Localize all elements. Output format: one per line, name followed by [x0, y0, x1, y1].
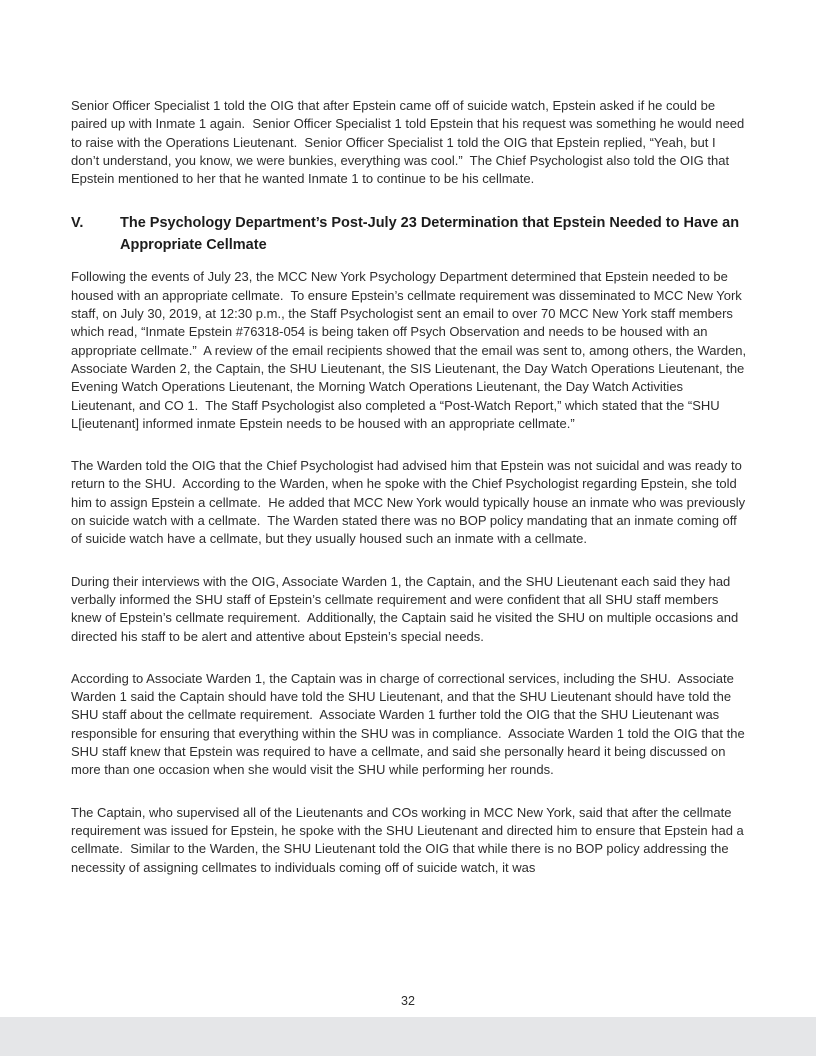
section-numeral: V. [71, 215, 84, 232]
body-paragraph: According to Associate Warden 1, the Captain was in charge of correctional services, including the SHU. Associate Warden 1 said the Captain should have told the SHU Lieutenant, and that the SHU Lieutenant should have told the SHU staff about the cellmate requirement. Associate Warden 1 further told the OIG that the SHU Lieutenant was responsible for ensuring that everything within the SHU was in compliance. Associate Warden 1 told the OIG that the SHU staff knew that Epstein was required to have a cellmate, and said she personally heard it being discussed on more than one occasion when she would visit the SHU while performing her rounds. [71, 670, 749, 778]
page-number: 32 [401, 994, 415, 1008]
document-content [71, 97, 750, 901]
section-heading [71, 212, 747, 256]
body-paragraph: Following the events of July 23, the MCC New York Psychology Department determined that Epstein needed to be housed with an appropriate cellmate. To ensure Epstein’s cellmate requirement was disseminated to MCC New York staff, on July 30, 2019, at 12:30 p.m., the Staff Psychologist sent an email to over 70 MCC New York staff members which read, “Inmate Epstein #76318-054 is being taken off Psych Observation and needs to be housed with an appropriate cellmate.” A review of the email recipients showed that the email was sent to, among others, the Warden, Associate Warden 2, the Captain, the SHU Lieutenant, the SIS Lieutenant, the Day Watch Operations Lieutenant, the Evening Watch Operations Lieutenant, the Morning Watch Operations Lieutenant, the Day Watch Activities Lieutenant, and CO 1. The Staff Psychologist also completed a “Post-Watch Report,” which stated that the “SHU L[ieutenant] informed inmate Epstein needs to be housed with an appropriate cellmate.” [71, 269, 750, 431]
intro-paragraph: Senior Officer Specialist 1 told the OIG that after Epstein came off of suicide watch, Epstein asked if he could be paired up with Inmate 1 again. Senior Officer Specialist 1 told Epstein that his request was something he would need to raise with the Operations Lieutenant. Senior Officer Specialist 1 told the OIG that Epstein replied, “Yeah, but I don’t understand, you know, we were bunkies, everything was cool.” The Chief Psychologist also told the OIG that Epstein mentioned to her that he wanted Inmate 1 to continue to be his cellmate. [71, 98, 748, 187]
body-paragraph: The Captain, who supervised all of the Lieutenants and COs working in MCC New York, said that after the cellmate requirement was issued for Epstein, he spoke with the SHU Lieutenant and directed him to ensure that Epstein had a cellmate. Similar to the Warden, the SHU Lieutenant told the OIG that while there is no BOP policy addressing the necessity of assigning cellmates to individuals coming off of suicide watch, it was [71, 804, 748, 875]
footer-bar [0, 1017, 816, 1056]
body-paragraph: During their interviews with the OIG, Associate Warden 1, the Captain, and the SHU Lieutenant each said they had verbally informed the SHU staff of Epstein’s cellmate requirement and were confident that all SHU staff members knew of Epstein’s cellmate requirement. Additionally, the Captain said he visited the SHU on multiple occasions and directed his staff to be alert and attentive about Epstein’s special needs. [71, 573, 742, 644]
section-title: The Psychology Department’s Post-July 23 Determination that Epstein Needed to Have an Appropriate Cellmate [120, 215, 740, 254]
body-paragraph: The Warden told the OIG that the Chief Psychologist had advised him that Epstein was not suicidal and was ready to return to the SHU. According to the Warden, when he spoke with the Chief Psychologist regarding Epstein, she told him to assign Epstein a cellmate. He added that MCC New York would typically house an inmate who was previously on suicide watch with a cellmate. The Warden stated there was no BOP policy mandating that an inmate coming off of suicide watch have a cellmate, but they usually housed such an inmate with a cellmate. [71, 458, 749, 547]
